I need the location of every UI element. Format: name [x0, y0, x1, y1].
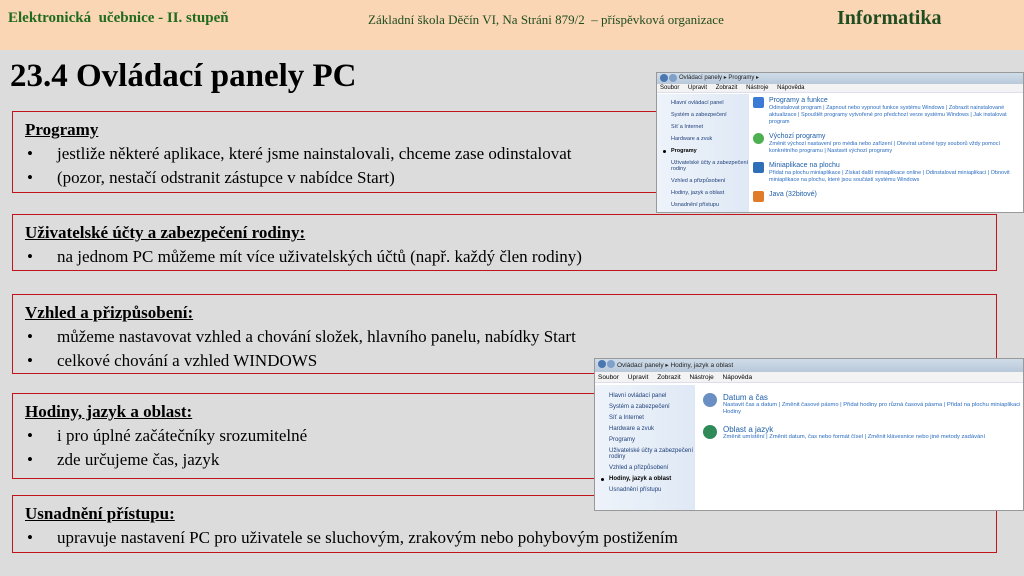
sidebar-item: Systém a zabezpečení [609, 404, 670, 410]
category-links: Změnit výchozí nastavení pro média nebo zařízení | Otevírat určené typy souborů vždy pomocí konkrétního programu | Nastavit výchozí programy [769, 141, 1001, 154]
sidebar-item: Hlavní ovládací panel [671, 100, 724, 106]
sidebar-item-active: Hodiny, jazyk a oblast [609, 476, 695, 482]
sidebar-item: Síť a Internet [609, 415, 644, 421]
section-heading: Hodiny, jazyk a oblast: [25, 402, 193, 421]
bullet-item: • celkové chování a vzhled WINDOWS [25, 349, 984, 373]
category [753, 133, 1023, 155]
section-heading: Programy [25, 120, 99, 139]
section-heading: Vzhled a přizpůsobení: [25, 303, 194, 322]
menu-item: Nápověda [722, 374, 753, 381]
clock-icon [703, 393, 717, 407]
sidebar-item: Hardware a zvuk [671, 136, 713, 142]
menu-item: Soubor [660, 85, 680, 91]
header-right: Informatika [837, 7, 942, 29]
menu-item: Zobrazit [657, 374, 681, 381]
header-center: Základní škola Děčín VI, Na Stráni 879/2 – příspěvková organizace [368, 12, 724, 27]
sidebar-item: Usnadnění přístupu [671, 202, 720, 208]
menu-item: Upravit [688, 85, 708, 91]
category [753, 162, 1023, 184]
category [703, 425, 1023, 441]
sidebar-item: Síť a Internet [671, 124, 704, 130]
category-title: Programy a funkce [769, 97, 828, 104]
bullet-item: • můžeme nastavovat vzhled a chování složek, hlavního panelu, nabídky Start [25, 325, 984, 349]
forward-icon [607, 360, 615, 368]
address-bar [657, 73, 1023, 84]
sidebar-item: Usnadnění přístupu [609, 487, 662, 493]
sidebar-item: Hodiny, jazyk a oblast [671, 190, 725, 196]
menu-bar [657, 84, 1023, 93]
gadgets-icon [753, 162, 764, 173]
sidebar-item-active: Programy [671, 148, 749, 154]
sidebar [595, 385, 695, 510]
bullet-item: • i pro úplné začátečníky srozumitelné [25, 424, 984, 448]
page-title: 23.4 Ovládací panely PC [10, 58, 357, 94]
bullet-item: • (pozor, nestačí odstranit zástupce v nabídce Start) [25, 166, 699, 190]
sidebar-item: Vzhled a přizpůsobení [609, 465, 669, 471]
content-pane [703, 393, 1023, 510]
bullet-item: • zde určujeme čas, jazyk [25, 448, 984, 472]
category-links: Změnit umístění | Změnit datum, čas nebo formát čísel | Změnit klávesnice nebo jiné metody zadávání [723, 434, 986, 440]
category-title: Oblast a jazyk [723, 425, 774, 434]
category-title: Miniaplikace na plochu [769, 162, 840, 169]
category [753, 191, 1023, 199]
content-pane [753, 97, 1023, 212]
category-title: Datum a čas [723, 393, 768, 402]
header-left: Elektronická učebnice - II. stupeň [8, 10, 229, 26]
category-title: Výchozí programy [769, 133, 826, 140]
programs-icon [753, 97, 764, 108]
back-icon [598, 360, 606, 368]
section-user-accounts [12, 214, 997, 271]
back-icon [660, 74, 668, 82]
category-links: Nastavit čas a datum | Změnit časové pásmo | Přidat hodiny pro různá časová pásma | Přidat na plochu miniaplikaci Hodiny [723, 402, 1021, 415]
java-icon [753, 191, 764, 202]
menu-item: Zobrazit [715, 85, 738, 91]
category-links: Přidat na plochu miniaplikace | Získat další miniaplikace online | Odinstalovat miniaplikaci | Obnovit miniaplikace na plochu, které jsou součástí systému Windows [769, 170, 1010, 183]
bullet-item: • upravuje nastavení PC pro uživatele se sluchovým, zrakovým nebo pohybovým postižením [25, 526, 984, 550]
sidebar-item: Hardware a zvuk [609, 426, 655, 432]
category [753, 97, 1023, 126]
breadcrumb: Ovládací panely ▸ Hodiny, jazyk a oblast [617, 362, 734, 369]
default-programs-icon [753, 133, 764, 144]
breadcrumb: Ovládací panely ▸ Programy ▸ [679, 75, 760, 81]
header-bar [0, 0, 1024, 50]
section-programy [12, 111, 712, 193]
sidebar-item: Vzhled a přizpůsobení [671, 178, 726, 184]
forward-icon [669, 74, 677, 82]
sidebar [657, 94, 749, 212]
menu-item: Upravit [627, 374, 649, 381]
menu-item: Soubor [598, 374, 619, 381]
menu-item: Nástroje [689, 374, 714, 381]
section-heading: Uživatelské účty a zabezpečení rodiny: [25, 223, 306, 242]
sidebar-item: Programy [609, 437, 636, 443]
sidebar-item: Uživatelské účty a zabezpečení rodiny [609, 448, 694, 460]
category [703, 393, 1023, 416]
menu-item: Nástroje [746, 85, 769, 91]
category-title: Java (32bitové) [769, 191, 817, 198]
sidebar-item: Uživatelské účty a zabezpečení rodiny [671, 160, 749, 172]
category-links: Odinstalovat program | Zapnout nebo vypnout funkce systému Windows | Zobrazit nainstalované aktualizace | Spouštět programy vytvořené pro předchozí verze systému Windows | Jak instalovat program [769, 105, 1007, 125]
menu-bar [595, 372, 1023, 383]
section-heading: Usnadnění přístupu: [25, 504, 175, 523]
globe-icon [703, 425, 717, 439]
menu-item: Nápověda [777, 85, 805, 91]
bullet-item: • na jednom PC můžeme mít více uživatelských účtů (např. každý člen rodiny) [25, 245, 984, 269]
address-bar [595, 359, 1023, 372]
sidebar-item: Systém a zabezpečení [671, 112, 727, 118]
screenshot-programs [656, 72, 1024, 213]
screenshot-clock-language [594, 358, 1024, 511]
bullet-item: • jestliže některé aplikace, které jsme nainstalovali, chceme zase odinstalovat [25, 142, 699, 166]
sidebar-item: Hlavní ovládací panel [609, 393, 667, 399]
